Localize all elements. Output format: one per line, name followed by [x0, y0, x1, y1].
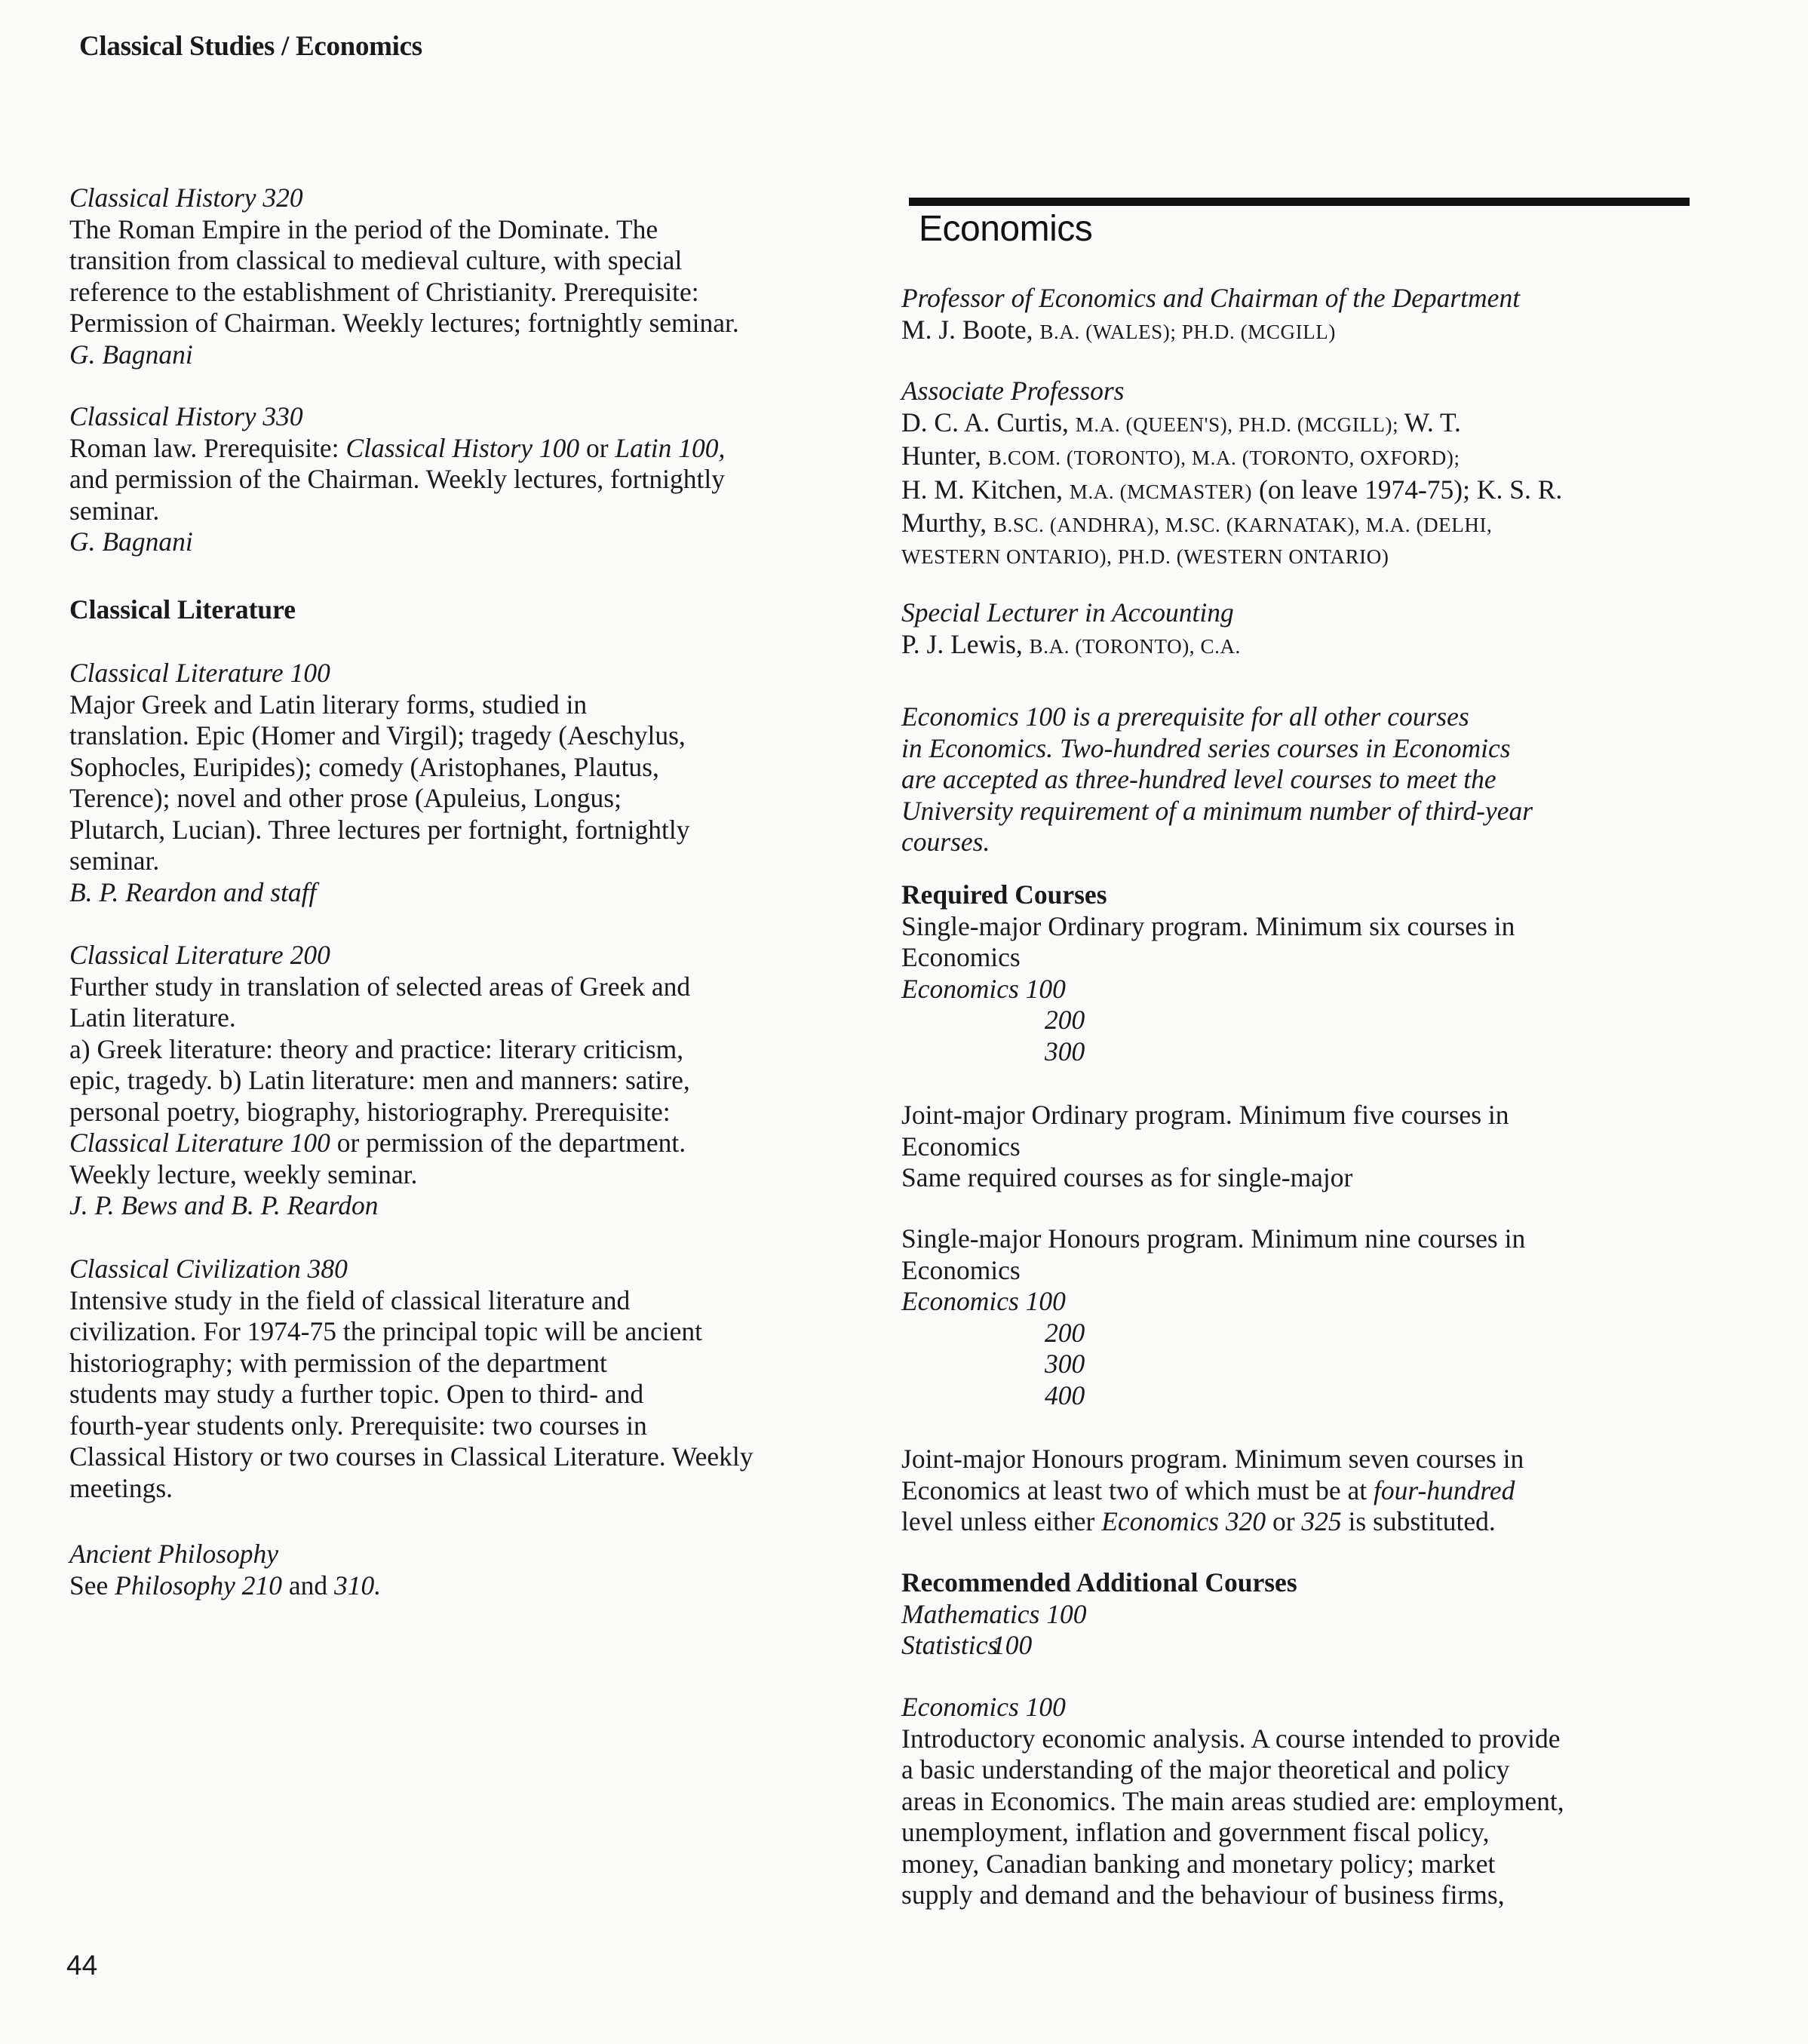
course-economics-100	[901, 1692, 1686, 1911]
joint-major-ordinary	[901, 1100, 1686, 1194]
course-classical-civilization-380	[69, 1254, 854, 1504]
faculty-degrees: WESTERN ONTARIO), PH.D. (WESTERN ONTARIO)	[901, 545, 1389, 568]
course-description-line: Permission of Chairman. Weekly lectures; fortnightly seminar.	[69, 308, 739, 338]
recommended-course	[901, 1630, 1686, 1662]
program-line: Joint-major Honours program. Minimum seven courses in	[901, 1444, 1524, 1474]
text-run: Economics at least two of which must be at	[901, 1475, 1374, 1505]
faculty-name: Hunter,	[901, 440, 988, 471]
faculty-name: M. J. Boote,	[901, 314, 1040, 345]
faculty-member	[901, 315, 1686, 348]
course-ancient-philosophy	[69, 1539, 854, 1601]
required-course: Economics 100	[901, 1286, 1066, 1316]
course-description-line: fourth-year students only. Prerequisite: two courses in	[69, 1410, 647, 1441]
course-description-line: and permission of the Chairman. Weekly lectures, fortnightly	[69, 464, 725, 494]
course-description-line: seminar.	[69, 495, 160, 526]
note-line: in Economics. Two-hundred series courses in Economics	[901, 732, 1511, 763]
note-line: University requirement of a minimum number of third-year	[901, 795, 1533, 826]
faculty-professor	[901, 283, 1686, 348]
faculty-degrees: B.A. (TORONTO), C.A.	[1029, 634, 1241, 658]
program-line: Economics	[901, 1131, 1021, 1162]
course-description-line: Latin literature.	[69, 1002, 236, 1033]
course-reference: Economics 320	[1101, 1506, 1266, 1536]
section-title-economics: Economics	[919, 209, 1093, 249]
program-line: Economics	[901, 1254, 1021, 1285]
course-title: Classical Civilization 380	[69, 1254, 348, 1284]
course-instructor: G. Bagnani	[69, 526, 193, 557]
course-description-line: Major Greek and Latin literary forms, studied in	[69, 689, 588, 720]
text-run: or permission of the department.	[330, 1128, 686, 1158]
text-run: or	[1266, 1506, 1302, 1536]
required-course	[901, 1036, 1686, 1068]
text-run: level unless either	[901, 1506, 1102, 1536]
course-description-line: Introductory economic analysis. A course intended to provide	[901, 1723, 1561, 1754]
course-description-line: a basic understanding of the major theoretical and policy	[901, 1754, 1510, 1785]
course-reference: Classical History 100	[345, 432, 580, 463]
course-number: 300	[1045, 1349, 1085, 1379]
course-classical-history-330	[69, 401, 854, 558]
section-heading-classical-literature: Classical Literature	[69, 594, 296, 625]
course-description-line: money, Canadian banking and monetary policy; market	[901, 1848, 1496, 1879]
course-description-line: students may study a further topic. Open to third- and	[69, 1379, 644, 1409]
required-course	[901, 1005, 1686, 1036]
faculty-name: H. M. Kitchen,	[901, 474, 1070, 505]
course-description-line: supply and demand and the behaviour of business firms,	[901, 1880, 1505, 1910]
course-description-line: civilization. For 1974-75 the principal topic will be ancient	[69, 1316, 702, 1346]
course-description-line: The Roman Empire in the period of the Dominate. The	[69, 213, 658, 244]
text-run: Roman law. Prerequisite:	[69, 432, 346, 463]
faculty-special-lecturer	[901, 597, 1686, 662]
course-description-line	[69, 1570, 854, 1602]
program-line: Single-major Honours program. Minimum nine courses in	[901, 1223, 1526, 1254]
course-title: Classical History 320	[69, 183, 303, 213]
course-description-line: Terence); novel and other prose (Apuleius, Longus;	[69, 783, 622, 813]
required-course	[901, 1318, 1686, 1349]
course-description-line: areas in Economics. The main areas studied are: employment,	[901, 1785, 1564, 1816]
course-number: 200	[1045, 1005, 1085, 1035]
faculty-member	[901, 629, 1686, 663]
course-reference: 325	[1301, 1506, 1342, 1536]
course-description-line: Sophocles, Euripides); comedy (Aristophanes, Plautus,	[69, 751, 659, 782]
course-description-line: translation. Epic (Homer and Virgil); tragedy (Aeschylus,	[69, 720, 686, 750]
course-classical-history-320	[69, 183, 854, 370]
required-course	[901, 1380, 1686, 1412]
course-number: 400	[1045, 1380, 1085, 1410]
course-reference: 310.	[334, 1570, 382, 1601]
course-description-line: reference to the establishment of Christianity. Prerequisite:	[69, 276, 699, 307]
faculty-name: W. T.	[1404, 407, 1461, 437]
required-course	[901, 1349, 1686, 1380]
course-subject: Statistics	[901, 1630, 999, 1660]
faculty-degrees: B.COM. (TORONTO), M.A. (TORONTO, OXFORD);	[987, 447, 1460, 469]
course-instructor: B. P. Reardon and staff	[69, 876, 317, 907]
recommended-additional-courses	[901, 1567, 1686, 1662]
course-number: 100	[992, 1630, 1033, 1660]
course-classical-literature-100	[69, 658, 854, 908]
section-divider-rule	[909, 198, 1690, 206]
course-title: Classical Literature 100	[69, 658, 330, 688]
joint-major-honours	[901, 1444, 1686, 1538]
course-description-line	[69, 433, 854, 465]
course-instructor: J. P. Bews and B. P. Reardon	[69, 1190, 379, 1220]
text-run: and	[282, 1570, 335, 1601]
course-title: Ancient Philosophy	[69, 1539, 279, 1569]
course-description-line: seminar.	[69, 846, 160, 876]
course-instructor: G. Bagnani	[69, 339, 193, 370]
program-line	[901, 1506, 1686, 1538]
course-description-line: transition from classical to medieval culture, with special	[69, 245, 683, 275]
text-run: or	[579, 432, 615, 463]
note-line: are accepted as three-hundred level courses to meet the	[901, 764, 1496, 794]
note-line: courses.	[901, 827, 990, 857]
course-description-line: a) Greek literature: theory and practice: literary criticism,	[69, 1033, 684, 1064]
required-course: Economics 100	[901, 973, 1066, 1004]
course-number: 200	[1045, 1317, 1085, 1348]
course-reference: Latin 100,	[615, 432, 726, 463]
course-description-line: Further study in translation of selected areas of Greek and	[69, 971, 691, 1002]
faculty-role: Professor of Economics and Chairman of the Department	[901, 283, 1521, 313]
faculty-line	[901, 407, 1686, 441]
course-description-line: historiography; with permission of the department	[69, 1347, 607, 1378]
faculty-degrees: B.SC. (ANDHRA), M.SC. (KARNATAK), M.A. (DELHI,	[993, 514, 1493, 536]
course-title: Economics 100	[901, 1692, 1066, 1722]
note-line: Economics 100 is a prerequisite for all other courses	[901, 701, 1469, 732]
faculty-role: Special Lecturer in Accounting	[901, 597, 1234, 628]
course-number: 300	[1045, 1036, 1085, 1067]
faculty-associate-professors	[901, 376, 1686, 572]
course-reference: Classical Literature 100	[69, 1128, 330, 1158]
course-title: Classical Literature 200	[69, 940, 330, 970]
course-reference: Philosophy 210	[115, 1570, 282, 1601]
text-run: See	[69, 1570, 115, 1601]
course-description-line: Plutarch, Lucian). Three lectures per fortnight, fortnightly	[69, 814, 690, 845]
program-line: Economics	[901, 942, 1021, 972]
text-run: four-hundred	[1374, 1475, 1515, 1505]
faculty-line	[901, 440, 1686, 474]
program-line	[901, 1475, 1686, 1507]
page-number: 44	[66, 1950, 98, 1981]
course-description-line: unemployment, inflation and government fiscal policy,	[901, 1817, 1490, 1847]
faculty-degrees: M.A. (MCMASTER)	[1069, 480, 1253, 503]
course-description-line: personal poetry, biography, historiography. Prerequisite:	[69, 1096, 671, 1127]
course-description-line: meetings.	[69, 1472, 173, 1503]
recommended-course: Mathematics 100	[901, 1598, 1087, 1629]
program-line: Joint-major Ordinary program. Minimum five courses in	[901, 1100, 1509, 1130]
faculty-name: D. C. A. Curtis,	[901, 407, 1076, 437]
prerequisite-note	[901, 701, 1686, 858]
program-line: Single-major Ordinary program. Minimum six courses in	[901, 910, 1515, 941]
course-description-line	[69, 1128, 854, 1159]
faculty-name: (on leave 1974-75); K. S. R.	[1252, 474, 1563, 505]
section-heading-recommended: Recommended Additional Courses	[901, 1567, 1297, 1597]
course-classical-literature-200	[69, 940, 854, 1222]
course-description-line: Intensive study in the field of classical literature and	[69, 1284, 631, 1315]
course-description-line: Classical History or two courses in Classical Literature. Weekly	[69, 1441, 754, 1472]
course-description-line: epic, tragedy. b) Latin literature: men and manners: satire,	[69, 1065, 690, 1095]
faculty-degrees: M.A. (QUEEN'S), PH.D. (MCGILL);	[1075, 413, 1404, 436]
faculty-line	[901, 508, 1686, 542]
course-description-line: Weekly lecture, weekly seminar.	[69, 1159, 418, 1189]
faculty-line	[901, 474, 1686, 508]
faculty-name: Murthy,	[901, 508, 993, 538]
single-major-honours	[901, 1223, 1686, 1411]
text-run: is substituted.	[1341, 1506, 1496, 1536]
running-header: Classical Studies / Economics	[79, 31, 422, 62]
required-courses	[901, 879, 1686, 1067]
faculty-degrees: B.A. (WALES); PH.D. (MCGILL)	[1039, 320, 1336, 343]
program-line: Same required courses as for single-major	[901, 1162, 1353, 1192]
faculty-name: P. J. Lewis,	[901, 628, 1030, 659]
section-heading-required-courses: Required Courses	[901, 879, 1107, 910]
faculty-role: Associate Professors	[901, 376, 1125, 406]
course-title: Classical History 330	[69, 401, 303, 431]
